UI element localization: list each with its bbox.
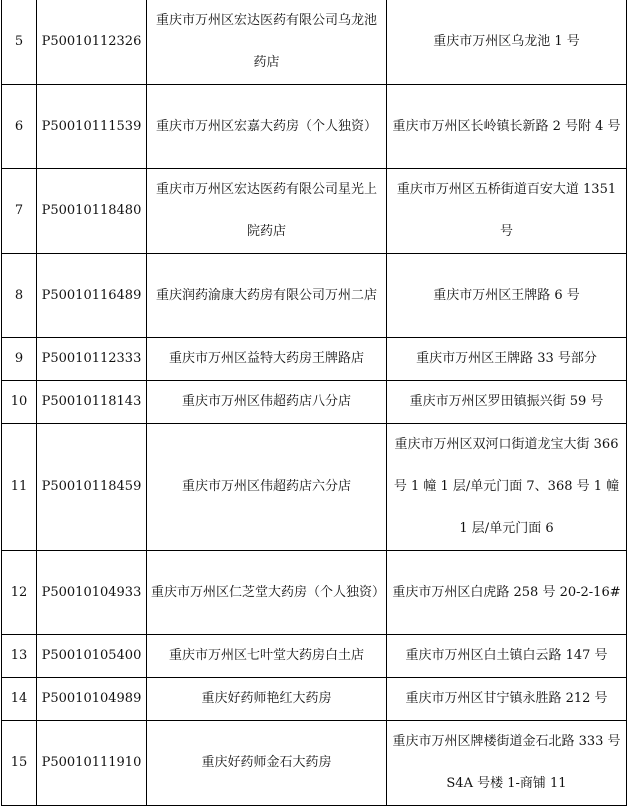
pharmacy-name: 重庆市万州区伟超药店八分店	[147, 381, 387, 424]
table-row	[2, 254, 627, 338]
row-number: 8	[2, 254, 37, 338]
pharmacy-name: 重庆市万州区伟超药店六分店	[147, 424, 387, 551]
license-code: P50010112333	[37, 338, 147, 381]
pharmacy-name: 重庆好药师金石大药房	[147, 721, 387, 806]
row-number: 9	[2, 338, 37, 381]
license-code: P50010118459	[37, 424, 147, 551]
table-row	[2, 338, 627, 381]
license-code: P50010111539	[37, 85, 147, 169]
license-code: P50010112326	[37, 0, 147, 85]
pharmacy-address: 重庆市万州区长岭镇长新路 2 号附 4 号	[387, 85, 627, 169]
table-row	[2, 424, 627, 551]
pharmacy-address: 重庆市万州区甘宁镇永胜路 212 号	[387, 678, 627, 721]
pharmacy-address: 重庆市万州区五桥街道百安大道 1351 号	[387, 169, 627, 254]
license-code: P50010118143	[37, 381, 147, 424]
pharmacy-name: 重庆好药师艳红大药房	[147, 678, 387, 721]
table-row	[2, 678, 627, 721]
pharmacy-address: 重庆市万州区双河口街道龙宝大街 366 号 1 幢 1 层/单元门面 7、368 号 1 幢 1 层/单元门面 6	[387, 424, 627, 551]
table-row	[2, 635, 627, 678]
table-row	[2, 0, 627, 85]
row-number: 11	[2, 424, 37, 551]
license-code: P50010104933	[37, 551, 147, 635]
table-row	[2, 169, 627, 254]
table-row	[2, 381, 627, 424]
license-code: P50010116489	[37, 254, 147, 338]
pharmacy-address: 重庆市万州区白土镇白云路 147 号	[387, 635, 627, 678]
pharmacy-address: 重庆市万州区白虎路 258 号 20-2-16#	[387, 551, 627, 635]
pharmacy-address: 重庆市万州区王牌路 6 号	[387, 254, 627, 338]
pharmacy-address: 重庆市万州区牌楼街道金石北路 333 号 S4A 号楼 1-商铺 11	[387, 721, 627, 806]
row-number: 13	[2, 635, 37, 678]
pharmacy-name: 重庆市万州区宏达医药有限公司星光上院药店	[147, 169, 387, 254]
row-number: 6	[2, 85, 37, 169]
license-code: P50010104989	[37, 678, 147, 721]
license-code: P50010111910	[37, 721, 147, 806]
pharmacy-address: 重庆市万州区乌龙池 1 号	[387, 0, 627, 85]
pharmacy-address: 重庆市万州区罗田镇振兴街 59 号	[387, 381, 627, 424]
row-number: 7	[2, 169, 37, 254]
pharmacy-name: 重庆市万州区宏嘉大药房（个人独资）	[147, 85, 387, 169]
row-number: 15	[2, 721, 37, 806]
pharmacy-name: 重庆市万州区益特大药房王牌路店	[147, 338, 387, 381]
pharmacy-name: 重庆市万州区七叶堂大药房白土店	[147, 635, 387, 678]
pharmacy-name: 重庆市万州区宏达医药有限公司乌龙池药店	[147, 0, 387, 85]
license-code: P50010105400	[37, 635, 147, 678]
table-row	[2, 85, 627, 169]
row-number: 14	[2, 678, 37, 721]
pharmacy-name: 重庆润药渝康大药房有限公司万州二店	[147, 254, 387, 338]
license-code: P50010118480	[37, 169, 147, 254]
pharmacy-address: 重庆市万州区王牌路 33 号部分	[387, 338, 627, 381]
row-number: 12	[2, 551, 37, 635]
pharmacy-table	[1, 0, 627, 806]
row-number: 5	[2, 0, 37, 85]
row-number: 10	[2, 381, 37, 424]
table-row	[2, 551, 627, 635]
table-row	[2, 721, 627, 806]
pharmacy-name: 重庆市万州区仁芝堂大药房（个人独资）	[147, 551, 387, 635]
